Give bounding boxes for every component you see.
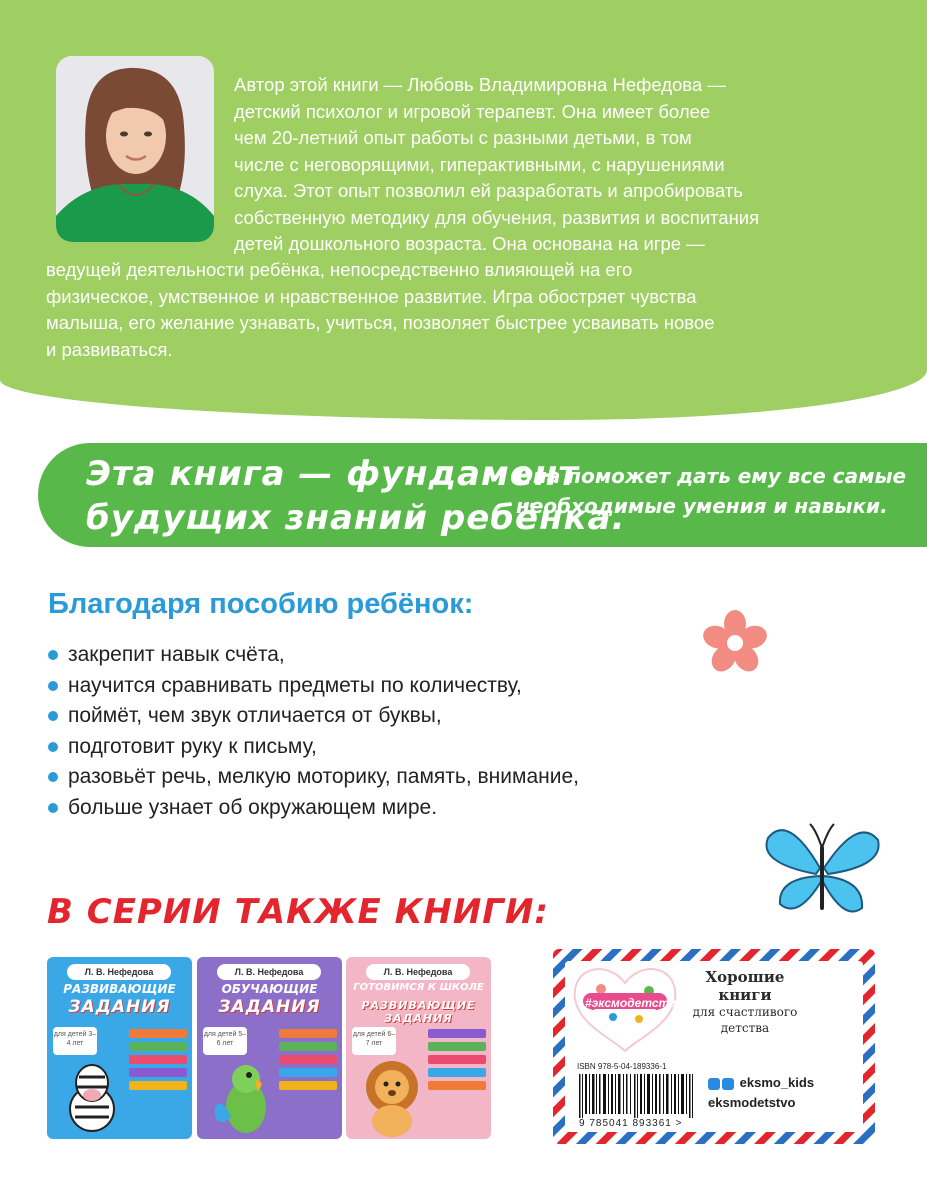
book-title-line1: ОБУЧАЮЩИЕ <box>221 982 318 996</box>
book-title-line2: ЗАДАНИЯ <box>68 997 171 1017</box>
list-item <box>48 671 579 702</box>
bio-line: малыша, его желание узнавать, учиться, позволяет быстрее усваивать новое <box>46 312 715 333</box>
bio-line: физическое, умственное и нравственное развитие. Игра обостряет чувства <box>46 285 697 307</box>
list-item-text: закрепит навык счёта, <box>68 643 285 666</box>
bio-line: Автор этой книги — Любовь Владимировна Нефедова — <box>234 74 726 95</box>
list-item-text: больше узнает об окружающем мире. <box>68 795 438 819</box>
book-title-line2: РАЗВИВАЮЩИЕ ЗАДАНИЯ <box>361 999 476 1025</box>
author-bio-full <box>46 257 906 363</box>
book-task-bar <box>279 1042 337 1051</box>
banner-headline-line: Эта книга — фундамент <box>86 454 580 494</box>
vk-icon <box>708 1078 720 1090</box>
bullet-icon <box>48 650 58 660</box>
bio-line: чем 20-летний опыт работы с разными детьми, в том <box>234 127 692 148</box>
list-item <box>48 762 579 793</box>
publisher-hashtag: #эксмодетство <box>585 996 684 1010</box>
banner-subtext-line: Она поможет дать ему все самые <box>516 464 907 488</box>
list-item <box>48 793 579 824</box>
slogan-line: книги <box>718 986 772 1004</box>
bio-line: и развиваться. <box>46 338 173 360</box>
list-item <box>48 640 579 671</box>
series-title: В СЕРИИ ТАКЖЕ КНИГИ: <box>47 892 549 932</box>
book-age: для детей 5–6 лет <box>203 1027 247 1055</box>
social-handle-text: eksmo_kids <box>739 1075 815 1090</box>
bullet-icon <box>48 711 58 721</box>
list-item-text: научится сравнивать предметы по количеству, <box>68 673 522 697</box>
banner-headline-line: будущих знаний ребёнка. <box>86 498 626 538</box>
book-age: для детей 3–4 лет <box>53 1027 97 1055</box>
telegram-icon <box>722 1078 734 1090</box>
book-title-line2: ЗАДАНИЯ <box>218 997 321 1017</box>
book-task-bar <box>279 1055 337 1064</box>
book-age: для детей 6–7 лет <box>352 1027 396 1055</box>
list-item <box>48 701 579 732</box>
bullet-icon <box>48 772 58 782</box>
publisher-slogan <box>686 968 804 1036</box>
book-task-bar <box>129 1029 187 1038</box>
book-task-bar <box>428 1055 486 1064</box>
bullet-icon <box>48 742 58 752</box>
book-cover-2[interactable] <box>197 957 342 1139</box>
list-item <box>48 732 579 763</box>
book-task-bar <box>279 1081 337 1090</box>
book-title-line1: ГОТОВИМСЯ К ШКОЛЕ <box>353 982 484 993</box>
barcode-number: 9 785041 893361 > <box>579 1118 683 1129</box>
book-task-bar <box>428 1029 486 1038</box>
author-photo <box>56 56 214 242</box>
benefits-list <box>48 640 579 823</box>
author-bio-right <box>234 72 894 258</box>
book-author: Л. В. Нефедова <box>366 964 470 980</box>
book-title-line1: РАЗВИВАЮЩИЕ <box>63 982 176 996</box>
benefits-title: Благодаря пособию ребёнок: <box>48 588 474 620</box>
list-item-text: разовьёт речь, мелкую моторику, память, внимание, <box>68 765 579 788</box>
book-task-bar <box>129 1081 187 1090</box>
bio-line: слуха. Этот опыт позволил ей разработать и апробировать <box>234 180 743 201</box>
book-task-bar <box>129 1055 187 1064</box>
banner-subtext-line: необходимые умения и навыки. <box>516 494 888 518</box>
book-author: Л. В. Нефедова <box>67 964 171 980</box>
book-task-bar <box>428 1042 486 1051</box>
social-handle-2[interactable]: eksmodetstvo <box>708 1095 796 1110</box>
bio-line: числе с неговорящими, гиперактивными, с нарушениями <box>234 153 725 175</box>
slogan-line: детства <box>720 1021 770 1035</box>
flower-icon <box>700 608 770 678</box>
bio-line: собственную методику для обучения, развития и воспитания <box>234 206 760 228</box>
bullet-icon <box>48 803 58 813</box>
list-item-text: поймёт, чем звук отличается от буквы, <box>68 704 442 727</box>
book-cover-1[interactable] <box>47 957 192 1139</box>
parrot-icon <box>211 1057 281 1137</box>
slogan-line: для счастливого <box>692 1005 798 1019</box>
book-task-bar <box>279 1068 337 1077</box>
butterfly-icon <box>758 818 886 928</box>
book-task-bar <box>428 1068 486 1077</box>
bio-line: детский психолог и игровой терапевт. Она имеет более <box>234 100 711 122</box>
zebra-icon <box>57 1057 127 1137</box>
social-handle-1[interactable] <box>708 1075 814 1090</box>
isbn-text: ISBN 978-5-04-189336-1 <box>577 1062 667 1071</box>
barcode <box>577 1074 701 1120</box>
slogan-line: Хорошие <box>705 968 785 986</box>
book-cover-3[interactable] <box>346 957 491 1139</box>
book-task-bar <box>129 1068 187 1077</box>
bullet-icon <box>48 681 58 691</box>
bio-line: детей дошкольного возраста. Она основана на игре — <box>234 233 705 254</box>
list-item-text: подготовит руку к письму, <box>68 734 317 758</box>
book-task-bar <box>428 1081 486 1090</box>
bio-line: ведущей деятельности ребёнка, непосредственно влияющей на его <box>46 259 633 280</box>
lion-icon <box>354 1055 430 1137</box>
book-task-bar <box>279 1029 337 1038</box>
banner-subtext <box>516 461 906 521</box>
book-author: Л. В. Нефедова <box>217 964 321 980</box>
book-task-bar <box>129 1042 187 1051</box>
